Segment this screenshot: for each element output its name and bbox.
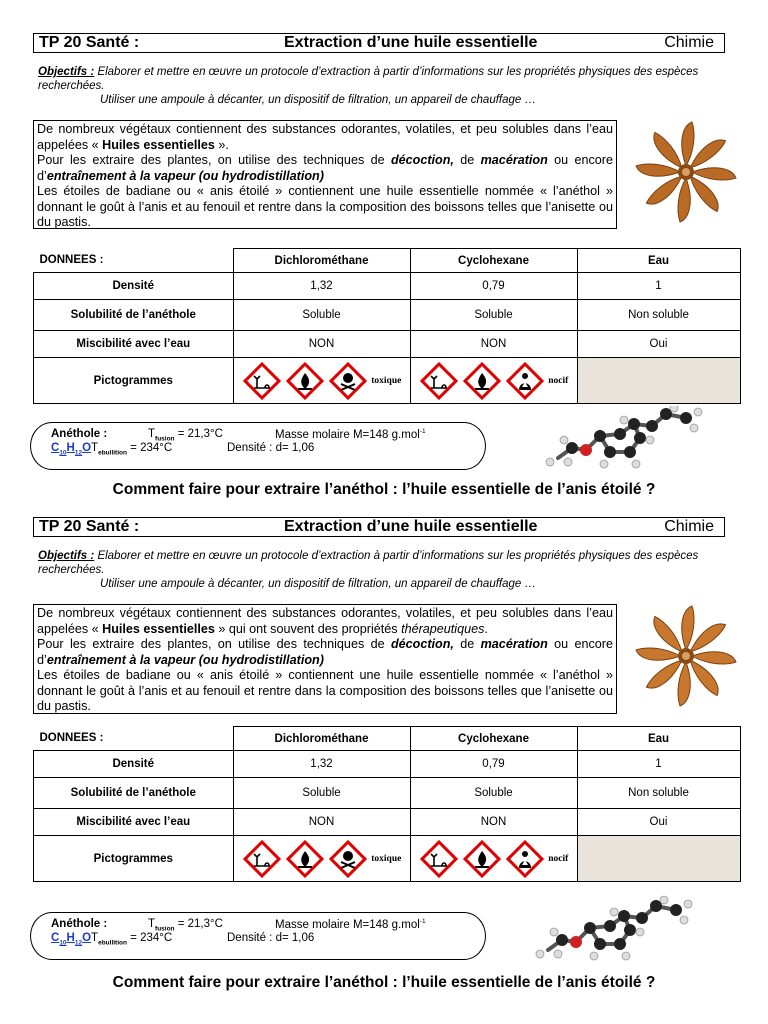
intro-p1-start: De nombreux végétaux contiennent des substances odorantes, volatiles, et peu solubles dans l’eau appelées «	[37, 606, 613, 636]
anethole-density: Densité : d= 1,06	[227, 442, 315, 454]
intro-p1-italic: thérapeutiques	[401, 621, 485, 636]
intro-maceration: macération	[480, 153, 548, 167]
flame-icon	[463, 362, 501, 400]
intro-p1-bold: Huiles essentielles	[102, 621, 215, 636]
intro-p1-start: De nombreux végétaux contiennent des substances odorantes, volatiles, et peu solubles dans l’eau appelées «	[37, 122, 613, 152]
col-header: Eau	[577, 249, 740, 273]
col-header: Dichlorométhane	[233, 249, 410, 273]
intro-p3: Les étoiles de badiane ou « anis étoilé » contiennent une huile essentielle nommée « l’anéthol » donnant le goût à l’anis et au fenouil et rentre dans la composition des boissons telles que l’anisette ou du pastis.	[37, 184, 613, 229]
sheet-bottom	[0, 484, 768, 996]
table-cell: 1,32	[233, 751, 410, 778]
flame-icon	[286, 840, 324, 878]
environment-hazard-icon	[420, 840, 458, 878]
anethole-box	[30, 912, 486, 960]
table-cell: Oui	[577, 809, 740, 836]
intro-p2-ou: ou encore d’	[37, 637, 614, 667]
tp-label: TP 20 Santé :	[39, 34, 140, 51]
intro-p2-start: Pour les extraire des plantes, on utilise des techniques de	[37, 637, 391, 651]
objectifs	[38, 549, 728, 591]
page-title: Extraction d’une huile essentielle	[284, 518, 538, 535]
environment-hazard-icon	[243, 840, 281, 878]
intro-box: De nombreux végétaux contiennent des substances odorantes, volatiles, et peu solubles dans l’eau appelées « Huiles essentielles » qui ont souvent des propriétés thérapeutiques. Pour les extraire des plantes, on utilise des techniques de décoction, de macération ou encore d’entraînement à la vapeur (ou hydrodistillation) Les étoiles de badiane ou « anis étoilé » contiennent une huile essentielle nommée « l’anéthol » donnant le goût à l’anis et au fenouil et rentre dans la composition des boissons telles que l’anisette ou du pastis.	[33, 604, 617, 714]
intro-p2-de: de	[453, 153, 481, 167]
anethole-tfus: $T_{fusion} = 21,3^\circ C$	[148, 918, 223, 933]
environment-hazard-icon	[420, 362, 458, 400]
toxic-tag: toxique	[371, 853, 402, 864]
question: Comment faire pour extraire l’anéthol : l’huile essentielle de l’anis étoilé ?	[112, 974, 656, 991]
intro-p1-end: » qui ont souvent des propriétés	[214, 621, 402, 636]
anethole-molecule-image	[528, 892, 696, 970]
intro-decoction: décoction,	[390, 637, 454, 651]
intro-p1-end: ».	[214, 137, 229, 152]
objectifs-label: Objectifs :	[38, 550, 95, 562]
water-pictograms-empty	[577, 836, 740, 882]
row-header: Solubilité de l’anéthole	[34, 778, 234, 809]
cyc-pictograms	[410, 836, 577, 882]
anethole-formula: $C_{10}H_{12}OT_{ebullition} = 234^\circ C$	[51, 442, 173, 457]
intro-decoction: décoction,	[390, 153, 454, 167]
flame-icon	[463, 840, 501, 878]
intro-box	[33, 120, 617, 229]
intro-p1-bold: Huiles essentielles	[102, 137, 215, 152]
table-cell: Soluble	[233, 300, 410, 331]
table-cell: Soluble	[410, 300, 577, 331]
objectifs-line2: Utiliser une ampoule à décanter, un dispositif de filtration, un appareil de chauffage …	[100, 578, 536, 590]
data-table	[33, 248, 741, 404]
environment-hazard-icon	[243, 362, 281, 400]
col-header: Dichlorométhane	[233, 727, 410, 751]
table-cell: Oui	[577, 331, 740, 358]
title-bar	[33, 517, 725, 537]
anethole-tfus: $T_{fusion} = 21,3^\circ C$	[148, 428, 223, 443]
intro-p3: Les étoiles de badiane ou « anis étoilé » contiennent une huile essentielle nommée « l’anéthol » donnant le goût à l’anis et au fenouil et rentre dans la composition des boissons telles que l’anisette ou du pastis.	[37, 668, 613, 713]
anethole-density: Densité : d= 1,06	[227, 932, 315, 944]
star-anise-image	[632, 602, 740, 707]
anethole-box	[30, 422, 486, 470]
page-title: Extraction d’une huile essentielle	[284, 34, 538, 51]
tp-label: TP 20 Santé :	[39, 518, 140, 535]
table-cell: 1	[577, 273, 740, 300]
intro-maceration: macération	[480, 637, 548, 651]
anethole-masse: Masse molaire M=148 g.mol$^{-1}$	[275, 428, 426, 441]
row-header: Solubilité de l’anéthole	[34, 300, 234, 331]
objectifs-line1: Elaborer et mettre en œuvre un protocole d’extraction à partir d’informations sur les propriétés physiques des espèces recherchées.	[38, 550, 699, 576]
table-cell: NON	[410, 331, 577, 358]
harmful-tag: nocif	[548, 853, 569, 864]
table-cell: 0,79	[410, 751, 577, 778]
col-header: Cyclohexane	[410, 727, 577, 751]
table-cell: Soluble	[410, 778, 577, 809]
skull-icon	[329, 362, 367, 400]
intro-entrainement: entraînement à la vapeur (ou hydrodistillation)	[46, 652, 324, 667]
row-header: Pictogrammes	[34, 836, 234, 882]
skull-icon	[329, 840, 367, 878]
row-header: Miscibilité avec l’eau	[34, 809, 234, 836]
toxic-tag: toxique	[371, 375, 402, 386]
table-label: DONNEES :	[34, 727, 234, 751]
table-label: DONNEES :	[34, 249, 234, 273]
dcm-pictograms	[233, 836, 410, 882]
data-table	[33, 726, 741, 882]
intro-p2-ou: ou encore d’	[37, 153, 614, 183]
health-hazard-icon	[506, 840, 544, 878]
objectifs-label: Objectifs :	[38, 66, 95, 78]
anethole-name: Anéthole :	[51, 918, 108, 930]
anethole-name: Anéthole :	[51, 428, 108, 440]
table-cell: 1	[577, 751, 740, 778]
col-header: Cyclohexane	[410, 249, 577, 273]
intro-p2-start: Pour les extraire des plantes, on utilise des techniques de	[37, 153, 391, 167]
intro-entrainement: entraînement à la vapeur (ou hydrodistillation)	[46, 168, 324, 183]
star-anise-image	[632, 118, 740, 223]
table-cell: NON	[233, 809, 410, 836]
dcm-pictograms	[233, 358, 410, 404]
row-header: Miscibilité avec l’eau	[34, 331, 234, 358]
cyc-pictograms	[410, 358, 577, 404]
anethole-molecule-image	[538, 406, 706, 472]
subject-label: Chimie	[664, 34, 714, 51]
title-bar	[33, 33, 725, 53]
objectifs	[38, 65, 728, 107]
row-header: Pictogrammes	[34, 358, 234, 404]
subject-label: Chimie	[664, 518, 714, 535]
table-cell: NON	[233, 331, 410, 358]
row-header: Densité	[34, 273, 234, 300]
row-header: Densité	[34, 751, 234, 778]
intro-p2-de: de	[453, 637, 481, 651]
question: Comment faire pour extraire l’anéthol : l’huile essentielle de l’anis étoilé ?	[112, 481, 656, 498]
table-cell: 1,32	[233, 273, 410, 300]
flame-icon	[286, 362, 324, 400]
anethole-formula: $C_{10}H_{12}OT_{ebullition} = 234^\circ C$	[51, 932, 173, 947]
table-cell: NON	[410, 809, 577, 836]
table-cell: Non soluble	[577, 778, 740, 809]
anethole-masse: Masse molaire M=148 g.mol$^{-1}$	[275, 918, 426, 931]
table-cell: 0,79	[410, 273, 577, 300]
water-pictograms-empty	[577, 358, 740, 404]
objectifs-line1: Elaborer et mettre en œuvre un protocole d’extraction à partir d’informations sur les propriétés physiques des espèces recherchées.	[38, 66, 699, 92]
objectifs-line2: Utiliser une ampoule à décanter, un dispositif de filtration, un appareil de chauffage …	[100, 94, 536, 106]
health-hazard-icon	[506, 362, 544, 400]
table-cell: Non soluble	[577, 300, 740, 331]
harmful-tag: nocif	[548, 375, 569, 386]
table-cell: Soluble	[233, 778, 410, 809]
col-header: Eau	[577, 727, 740, 751]
